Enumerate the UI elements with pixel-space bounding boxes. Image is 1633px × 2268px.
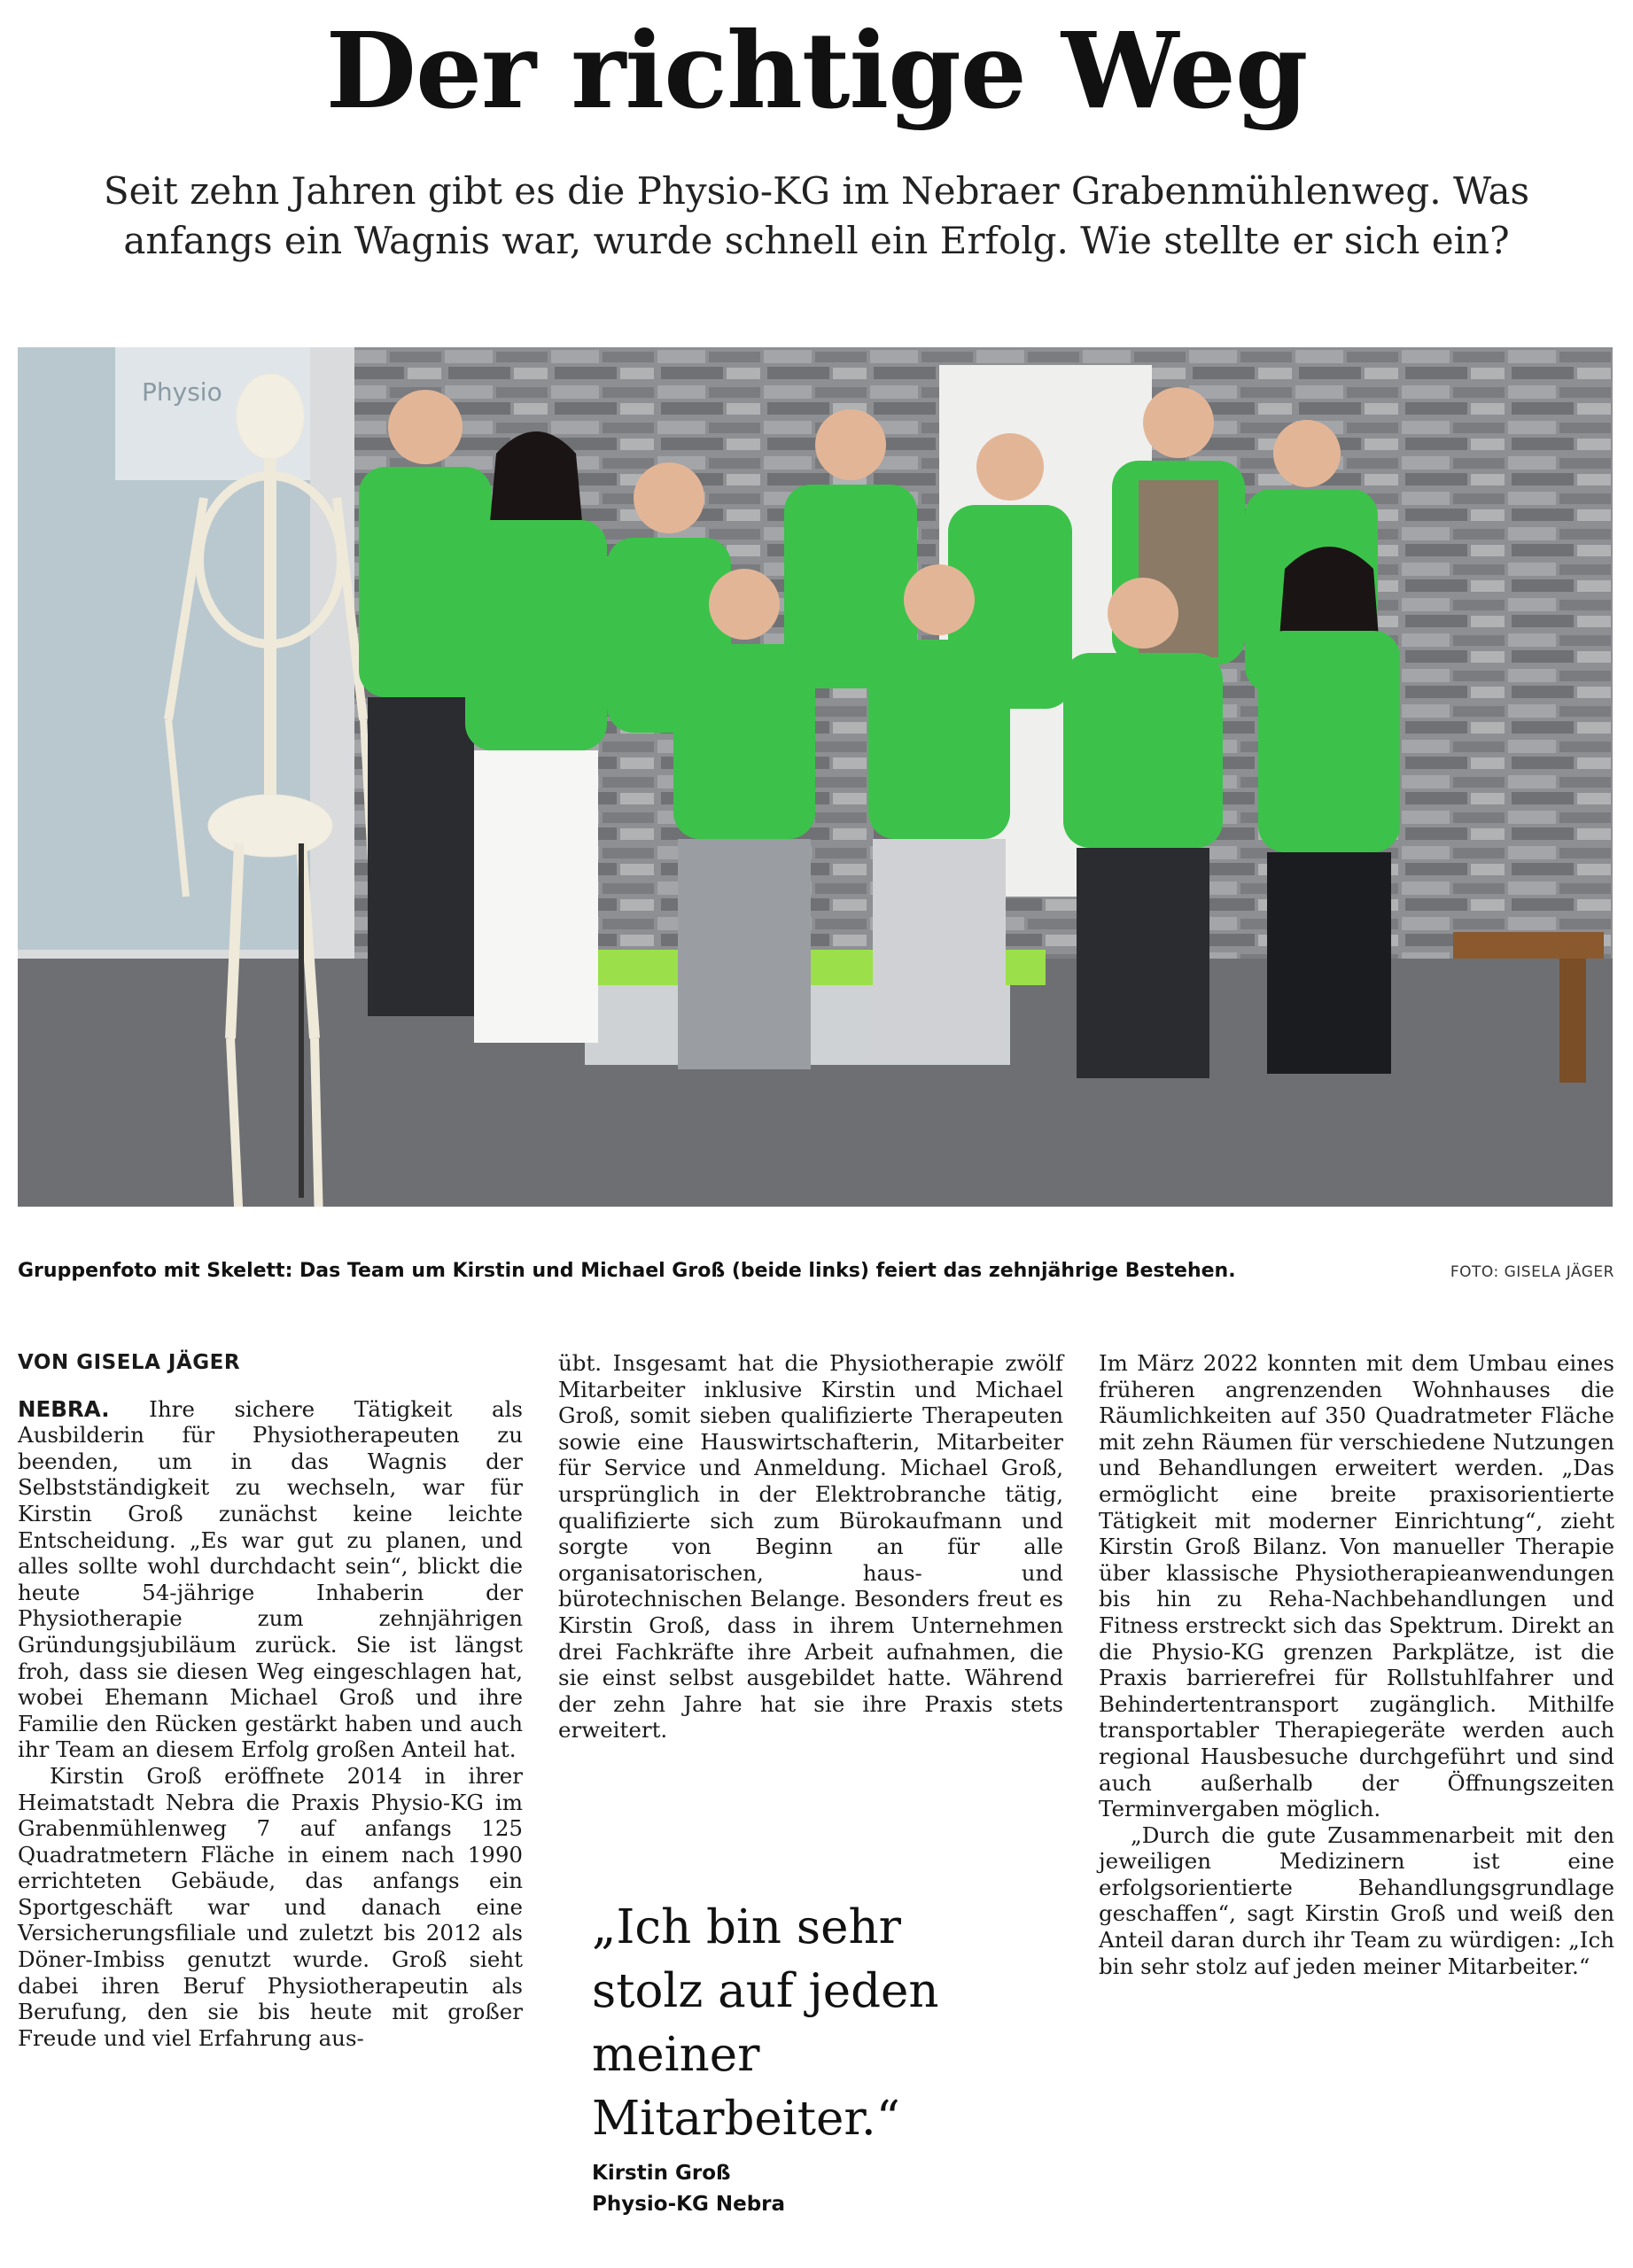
wooden-bench <box>1453 932 1604 959</box>
headline: Der richtige Weg <box>325 9 1308 132</box>
deck-subheadline: Seit zehn Jahren gibt es die Physio-KG im Nebraer Grabenmühlenweg. Was anfangs ein Wagnis war, wurde schnell ein Erfolg. Wie stellte er sich ein? <box>103 169 1530 262</box>
pull-quote: „Ich bin sehr stolz auf jeden meiner Mitarbeiter.“ <box>592 1900 939 2146</box>
photo-credit: FOTO: GISELA JÄGER <box>1450 1263 1614 1281</box>
team-photo-illustration <box>18 347 1613 1207</box>
team-standing-woman <box>465 431 607 1043</box>
dateline: NEBRA. <box>18 1395 110 1422</box>
article-paragraph: „Durch die gute Zusammenarbeit mit den jeweiligen Medizinern ist eine erfolgsorientierte Behandlungsgrundlage geschaffen“, sagt Kirstin Groß und weiß den Anteil daran durch ihr Team zu würdigen: „Ich bin sehr stolz auf jeden meiner Mitarbeiter.“ <box>1099 1821 1614 1979</box>
pull-quote-author: Kirstin Groß <box>592 2162 731 2185</box>
article-paragraph: übt. Insgesamt hat die Physiotherapie zwölf Mitarbeiter inklusive Kirstin und Michael Groß, somit sieben qualifizierte Therapeuten sowie eine Hauswirtschafterin, Mitarbeiter für Service und Anmeldung. Michael Groß, ursprünglich in der Elektrobranche tätig, qualifizierte sich zum Bürokaufmann und sorgte von Beginn an für alle organisatorischen, haus- und bürotechnischen Belange. Besonders freut es Kirstin Groß, dass in ihrem Unternehmen drei Fachkräfte ihre Arbeit aufnahmen, die sie einst selbst ausgebildet hatte. Während der zehn Jahre hat sie ihre Praxis stets erweitert. <box>558 1350 1063 1744</box>
article-paragraph: Im März 2022 konnten mit dem Umbau eines früheren angrenzenden Wohnhauses die Räumlichkeiten auf 350 Quadratmeter Fläche mit zehn Räumen für verschiedene Nutzungen und Behandlungen erweitert werden. „Das ermöglicht eine breite praxisorientierte Tätigkeit mit moderner Einrichtung“, zieht Kirstin Groß Bilanz. Von manueller Therapie über klassische Physiotherapieanwendungen bis hin zu Reha-Nachbehandlungen und Fitness erstreckt sich das Spektrum. Direkt an die Physio-KG grenzen Parkplätze, ist die Praxis barrierefrei für Rollstuhlfahrer und Behindertentransport zugänglich. Mithilfe transportabler Therapiegeräte werden auch regional Hausbesuche durchgeführt und sind auch außerhalb der Öffnungszeiten Terminvergaben möglich. <box>1099 1350 1614 1822</box>
article-column-2 <box>558 1350 1063 1744</box>
article-paragraph: Kirstin Groß eröffnete 2014 in ihrer Heimatstadt Nebra die Praxis Physio-KG im Grabenmühlenweg 7 auf anfangs 125 Quadratmetern Fläche in einem nach 1990 errichteten Gebäude, das anfangs ein Sportgeschäft war und danach eine Versicherungsfiliale und zuletzt bis 2012 als Döner-Imbiss genutzt wurde. Groß sieht dabei ihren Beruf Physiotherapeutin als Berufung, den sie bis heute mit großer Freude und viel Erfahrung aus- <box>18 1762 523 2051</box>
paragraph-text: Ihre sichere Tätigkeit als Ausbilderin für Physiotherapeuten zu beenden, um in das Wagnis der Selbstständigkeit zu wechseln, war für Kirstin Groß zunächst keine leichte Entscheidung. „Es war gut zu planen, und alles sollte wohl durchdacht sein“, blickt die heute 54-jährige Inhaberin der Physiotherapie zum zehnjährigen Gründungsjubiläum zurück. Sie ist längst froh, dass sie diesen Weg eingeschlagen hat, wobei Ehemann Michael Groß und ihre Familie den Rücken gestärkt haben und auch ihr Team an diesem Erfolg großen Anteil hat. <box>18 1395 523 1763</box>
pull-quote-role: Physio-KG Nebra <box>592 2193 786 2216</box>
article-paragraph <box>18 1396 523 1763</box>
byline: VON GISELA JÄGER <box>18 1351 241 1374</box>
article-column-1 <box>18 1350 523 2051</box>
photo-caption: Gruppenfoto mit Skelett: Das Team um Kirstin und Michael Groß (beide links) feiert das zehnjährige Bestehen. <box>18 1260 1236 1282</box>
sign-text: Physio <box>142 377 222 407</box>
article-column-3 <box>1099 1350 1614 1979</box>
team-photo <box>18 347 1613 1207</box>
